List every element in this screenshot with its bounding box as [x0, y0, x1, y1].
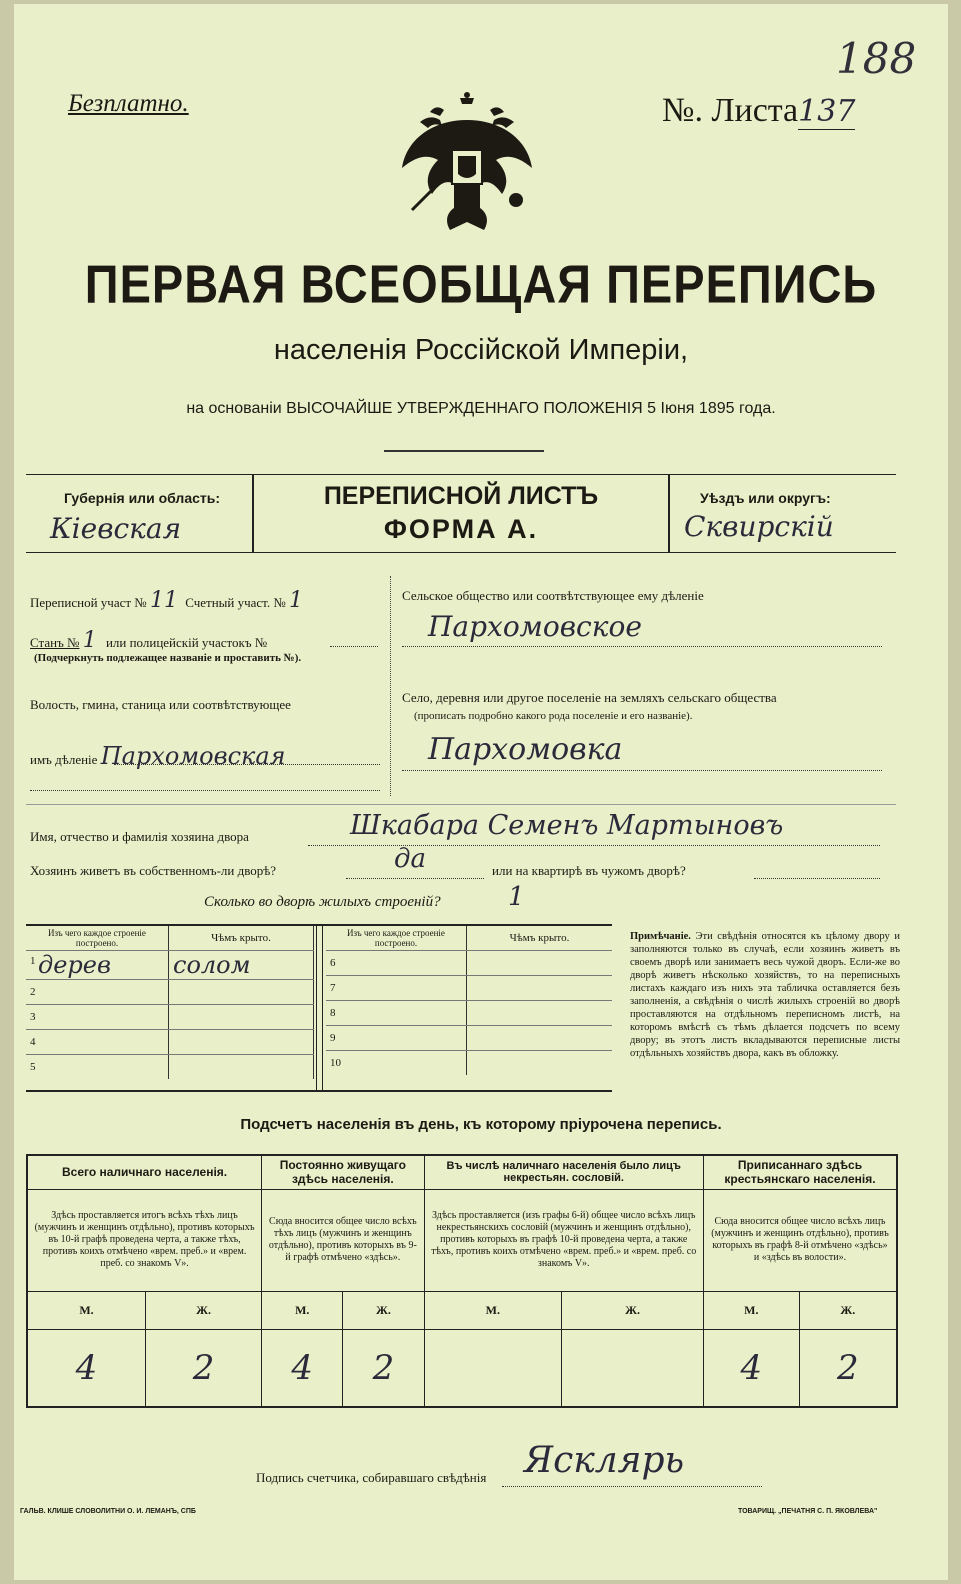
society-label: Сельское общество или соотвѣтствующее ему дѣленіе — [402, 588, 704, 603]
table-double-divider-2 — [322, 926, 323, 1090]
male-header: М. — [703, 1291, 799, 1329]
own-yard-value: да — [394, 844, 426, 874]
village-note: (прописать подробно какого рода поселеніе и его названіе). — [414, 710, 693, 722]
non-peasant-male-count — [424, 1329, 562, 1407]
non-peasant-title: Въ числѣ наличнаго населенія было лицъ некрестьян. сословій. — [424, 1155, 703, 1189]
non-peasant-female-count — [562, 1329, 704, 1407]
peasant-female-count: 2 — [799, 1329, 897, 1407]
table-row: 4 — [26, 1030, 314, 1055]
peasant-male-count: 4 — [703, 1329, 799, 1407]
underline-note: (Подчеркнуть подлежащее названіе и проставить №). — [34, 652, 302, 664]
table-row: 10 — [326, 1051, 612, 1076]
registered-peasant-desc: Сюда вносится общее число всѣхъ лицъ (мужчинъ и женщинъ отдѣльно), противъ которыхъ въ графѣ 8-й отмѣчено «здѣсь» и «здѣсь въ волости». — [703, 1189, 897, 1291]
census-basis: на основаніи ВЫСОЧАЙШЕ УТВЕРЖДЕННАГО ПОЛОЖЕНІЯ 5 Іюня 1895 года. — [186, 400, 776, 417]
fields-bottom-rule — [26, 804, 896, 805]
police-district-line — [330, 646, 378, 647]
footer-right: ТОВАРИЩ. „ПЕЧАТНЯ С. П. ЯКОВЛЕВА" — [738, 1508, 878, 1515]
signature-line — [502, 1486, 762, 1487]
total-male-count: 4 — [27, 1329, 145, 1407]
table-row: 1 дерев солом — [26, 951, 314, 980]
census-title: ПЕРВАЯ ВСЕОБЩАЯ ПЕРЕПИСЬ — [84, 253, 878, 314]
police-district-label: или полицейскій участокъ № — [105, 635, 268, 650]
total-population-desc: Здѣсь проставляется итогъ всѣхъ тѣхъ лицъ (мужчинъ и женщинъ отдѣльно), противъ которыхъ въ 10-й графѣ проведена черта, а также тѣхъ, противъ коихъ отмѣчено «врем. преб.» и «врем. преб. со знакомъ V». — [27, 1189, 262, 1291]
buildings-value: 1 — [508, 882, 525, 912]
buildings-table-right — [326, 926, 612, 1075]
census-district-value: 11 — [149, 588, 178, 613]
population-heading: Подсчетъ населенія въ день, къ которому пріурочена перепись. — [240, 1116, 722, 1133]
owner-name-value: Шкабара Семенъ Мартыновъ — [350, 810, 784, 841]
buildings-table-left — [26, 926, 314, 1079]
county-label: Уѣздъ или округъ: — [700, 490, 831, 506]
sheet-number — [662, 92, 855, 130]
building-material: дерев — [38, 951, 111, 979]
form-title: ПЕРЕПИСНОЙ ЛИСТЪ — [323, 482, 599, 510]
total-population-title: Всего наличнаго населенія. — [27, 1155, 262, 1189]
stan-value: 1 — [82, 628, 97, 653]
female-header: Ж. — [343, 1291, 424, 1329]
male-header: М. — [424, 1291, 562, 1329]
owner-name-label: Имя, отчество и фамилія хозяина двора — [30, 829, 249, 844]
region-divider-right — [668, 474, 670, 552]
counting-district-value: 1 — [289, 588, 304, 613]
population-table — [26, 1154, 898, 1408]
male-header: М. — [262, 1291, 343, 1329]
census-sheet — [14, 4, 948, 1580]
buildings-table — [26, 924, 612, 1092]
own-yard-line — [346, 878, 484, 879]
census-district-row — [30, 588, 303, 613]
note-title: Примѣчаніе. — [630, 931, 691, 942]
sheet-number-value: 137 — [798, 94, 856, 129]
table-row: 6 — [326, 951, 612, 976]
roof-header-right: Чѣмъ крыто. — [467, 926, 613, 951]
table-row: 3 — [26, 1005, 314, 1030]
stan-label: Станъ № — [30, 635, 80, 650]
volost-label: Волость, гмина, станица или соотвѣтствующее — [30, 697, 291, 712]
female-header: Ж. — [145, 1291, 261, 1329]
volost-value: Пархомовская — [100, 742, 286, 770]
society-line — [402, 646, 882, 647]
archive-number: 188 — [836, 34, 917, 83]
village-value: Пархомовка — [428, 732, 623, 767]
non-peasant-desc: Здѣсь проставляется (изъ графы 6-й) общее число всѣхъ лицъ некрестьянскихъ сословій (мужчинъ и женщинъ отдѣльно), противъ которыхъ въ графѣ 10-й проведена черта, а также тѣхъ, противъ коихъ отмѣчено «врем. преб.» и «врем. преб. со знакомъ V». — [424, 1189, 703, 1291]
note-block — [630, 930, 900, 1060]
free-label: Безплатно. — [68, 90, 189, 117]
rent-label: или на квартирѣ въ чужомъ дворѣ? — [492, 863, 686, 878]
province-label: Губернія или область: — [64, 490, 221, 506]
table-row: 8 — [326, 1001, 612, 1026]
sheet-number-label: №. Листа — [662, 92, 799, 129]
rent-line — [754, 878, 880, 879]
own-yard-label: Хозяинъ живетъ въ собственномъ-ли дворѣ? — [30, 863, 277, 878]
column-separator — [390, 576, 391, 796]
permanent-male-count: 4 — [262, 1329, 343, 1407]
counting-district-label: Счетный участ. № — [185, 595, 286, 610]
building-roof: солом — [173, 951, 251, 979]
table-row: 2 — [26, 980, 314, 1005]
material-header: Изъ чего каждое строеніе построено. — [26, 926, 169, 951]
volost-row — [30, 742, 286, 770]
total-female-count: 2 — [145, 1329, 261, 1407]
province-value: Кіевская — [50, 512, 182, 545]
female-header: Ж. — [562, 1291, 704, 1329]
village-line — [402, 770, 882, 771]
signature-label: Подпись счетчика, собиравшаго свѣдѣнія — [256, 1470, 487, 1485]
signature-value: Ясклярь — [524, 1440, 685, 1481]
region-top-line — [26, 474, 896, 475]
society-value: Пархомовское — [428, 610, 642, 643]
table-row: 5 — [26, 1055, 314, 1080]
registered-peasant-title: Приписаннаго здѣсь крестьянскаго населенія. — [703, 1155, 897, 1189]
region-bottom-line — [26, 552, 896, 553]
table-row: 7 — [326, 976, 612, 1001]
census-subtitle: населенія Россійской Имперіи, — [273, 334, 689, 366]
village-label: Село, деревня или другое поселеніе на земляхъ сельскаго общества — [402, 690, 777, 705]
material-header-right: Изъ чего каждое строеніе построено. — [326, 926, 467, 951]
decorative-divider — [384, 450, 544, 452]
table-row: 9 — [326, 1026, 612, 1051]
double-headed-eagle-icon — [392, 90, 542, 240]
roof-header: Чѣмъ крыто. — [169, 926, 314, 951]
permanent-population-title: Постоянно живущаго здѣсь населенія. — [262, 1155, 424, 1189]
census-district-label: Переписной участ № — [30, 595, 147, 610]
table-double-divider — [316, 926, 317, 1090]
county-value: Сквирскій — [684, 510, 834, 543]
form-subtitle: ФОРМА А. — [383, 514, 539, 544]
buildings-label: Сколько во дворѣ жилыхъ строеній? — [204, 894, 441, 910]
stan-row — [30, 628, 267, 653]
volost-line — [114, 764, 380, 765]
permanent-female-count: 2 — [343, 1329, 424, 1407]
volost-line-2 — [30, 790, 380, 791]
female-header: Ж. — [799, 1291, 897, 1329]
male-header: М. — [27, 1291, 145, 1329]
note-text: Эти свѣдѣнія относятся къ цѣлому двору и заполняются только въ случаѣ, если хозяинъ живетъ въ своемъ дворѣ или занимаетъ весь чужой дворъ. Если-же во дворѣ живетъ нѣсколько хозяйствъ, то на переписныхъ листахъ каждаго изъ нихъ эта табличка оставляется безъ заполненія, а свѣдѣнія о числѣ жилыхъ строеній во дворѣ проставляются на отдѣльномъ переписномъ листѣ, на которомъ вмѣстѣ съ тѣмъ дѣлается подсчетъ по всему двору; въ этотъ листъ вкладываются переписные листы отдѣльныхъ хозяйствъ двора, какъ въ обложку. — [630, 931, 901, 1059]
permanent-population-desc: Сюда вносится общее число всѣхъ тѣхъ лицъ (мужчинъ и женщинъ отдѣльно), противъ которыхъ въ 9-й графѣ отмѣчено «здѣсь». — [262, 1189, 424, 1291]
footer-left: ГАЛЬВ. КЛИШЕ СЛОВОЛИТНИ О. И. ЛЕМАНЪ, СПБ — [20, 1508, 196, 1515]
volost-label-2: имъ дѣленіе — [30, 752, 98, 767]
